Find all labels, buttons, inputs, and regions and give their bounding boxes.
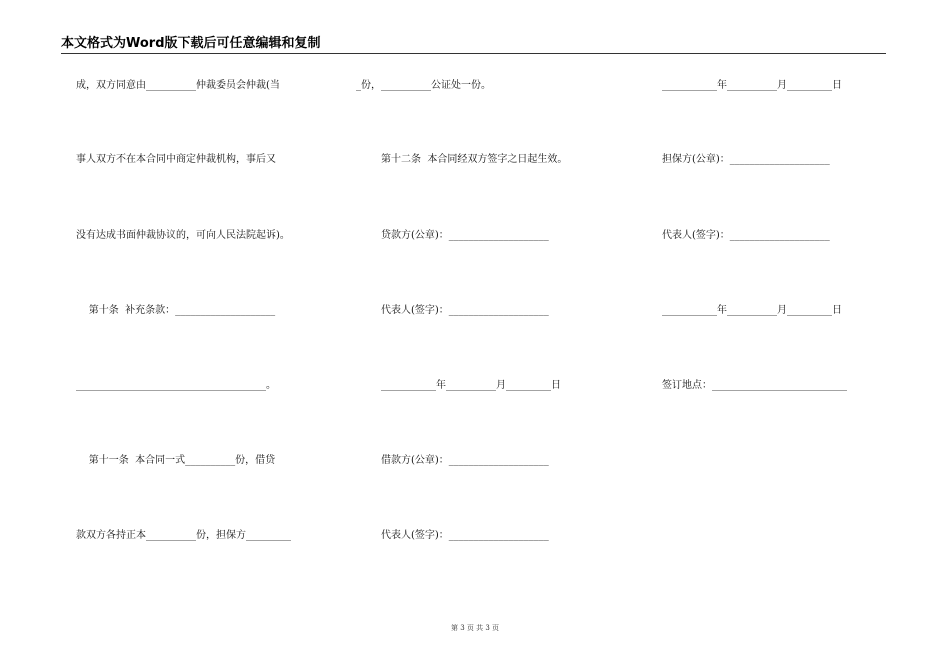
right-line-4: ___________年__________月_________日 <box>662 305 842 316</box>
middle-line-3: 贷款方(公章)：____________________ <box>381 230 549 241</box>
page-number: 第 3 页 共 3 页 <box>450 624 500 632</box>
middle-line-2: 第十二条 本合同经双方签字之日起生效。 <box>381 154 568 165</box>
left-line-4: 第十条 补充条款：____________________ <box>76 305 276 316</box>
left-line-5: ______________________________________。 <box>76 380 276 391</box>
right-line-2: 担保方(公章)：____________________ <box>662 154 830 165</box>
left-line-3: 没有达成书面仲裁协议的，可向人民法院起诉)。 <box>76 230 290 241</box>
left-line-1: 成，双方同意由__________仲裁委员会仲裁(当 <box>76 80 280 91</box>
middle-line-7: 代表人(签字)：____________________ <box>381 530 549 541</box>
middle-line-5: ___________年__________月_________日 <box>381 380 561 391</box>
left-line-6: 第十一条 本合同一式__________份，借贷 <box>76 455 276 466</box>
page-header <box>61 36 886 54</box>
right-line-3: 代表人(签字)：____________________ <box>662 230 830 241</box>
left-line-7: 款双方各持正本__________份，担保方_________ <box>76 530 291 541</box>
middle-line-4: 代表人(签字)：____________________ <box>381 305 549 316</box>
middle-line-6: 借款方(公章)：____________________ <box>381 455 549 466</box>
right-line-5: 签订地点：___________________________ <box>662 380 847 391</box>
middle-line-1: _份，__________公证处一份。 <box>356 80 491 91</box>
right-line-1: ___________年__________月_________日 <box>662 80 842 91</box>
header-title: 本文格式为Word版下载后可任意编辑和复制 <box>61 36 321 51</box>
left-line-2: 事人双方不在本合同中商定仲裁机构，事后又 <box>76 154 276 165</box>
